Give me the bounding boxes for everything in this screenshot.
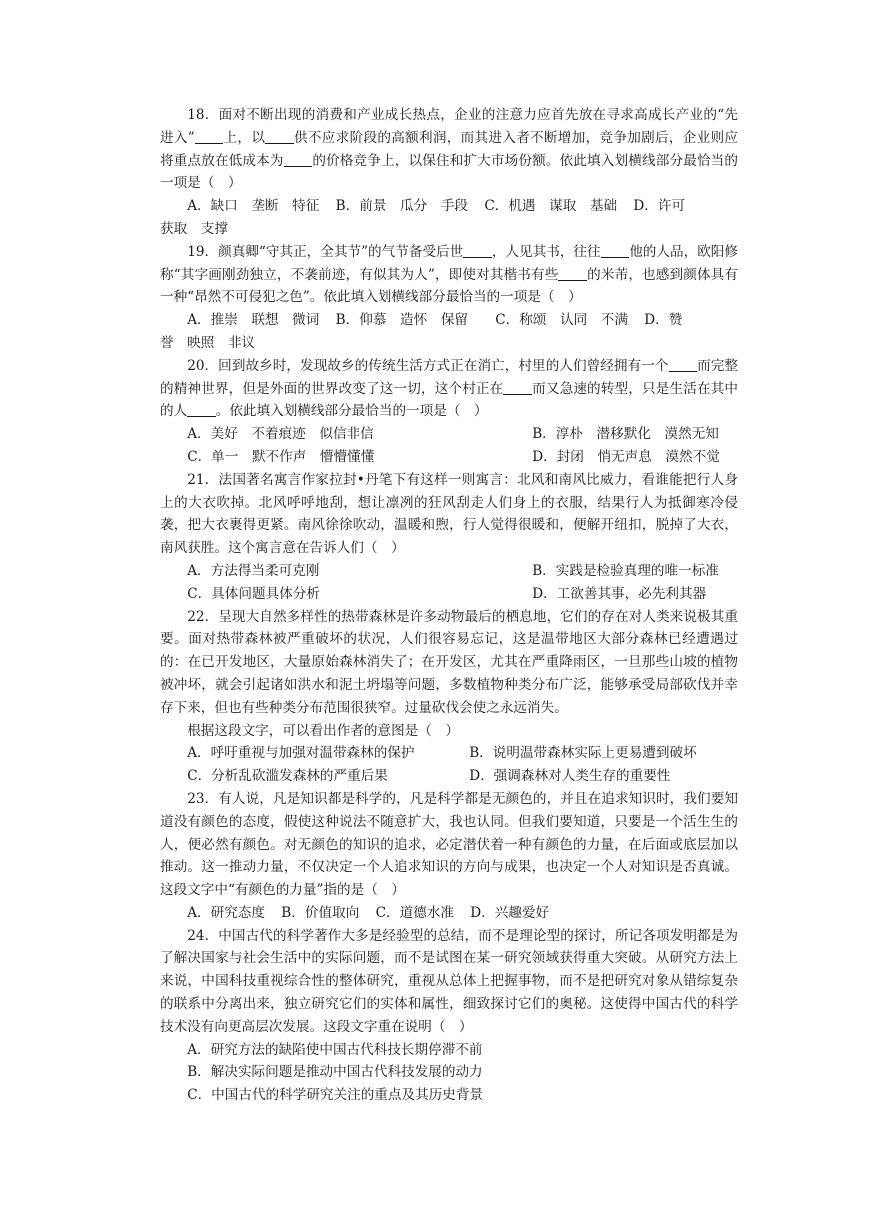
question-22-prompt: 根据这段文字，可以看出作者的意图是（ ） <box>187 722 460 739</box>
option-b: B．前景 瓜分 手段 <box>335 198 469 215</box>
question-21-options-row-2 <box>160 583 738 606</box>
option-b: B．说明温带森林实际上更易遭到破坏 <box>469 745 697 762</box>
option-c: C．机遇 谋取 基础 <box>484 198 618 215</box>
option-c: C．中国古代的科学研究关注的重点及其历史背景 <box>187 1087 484 1104</box>
option-b: B．仰慕 造怀 保留 <box>335 312 469 329</box>
option-a: A．呼吁重视与加强对温带森林的保护 <box>187 745 415 762</box>
option-c: C．具体问题具体分析 <box>187 585 320 602</box>
question-24-stem: 24．中国古代的科学著作大多是经验型的总结，而不是理论型的探讨，所记各项发明都是为了解决国家与社会生活中的实际问题，而不是试图在某一研究领域获得重大突破。从研究方法上来说，中国科技重视综合性的整体研究，重视从总体上把握事物，而不是把研究对象从错综复杂的联系中分离出来，独立研究它们的实体和属性，细致探讨它们的奥秘。这使得中国古代的科学技术没有向更高层次发展。这段文字重在说明（ ） <box>160 927 738 1035</box>
question-20-stem: 20．回到故乡时，发现故乡的传统生活方式正在消亡，村里的人们曾经拥有一个 而完整的精神世界，但是外面的世界改变了这一切，这个村正在 而又急速的转型，只是生活在其中的人 。依此填入划横线部分最恰当的一项是（ ） <box>160 357 739 420</box>
answer-blank <box>284 152 313 167</box>
question-18-options <box>160 195 738 218</box>
question-22-options-row-1 <box>160 742 738 765</box>
option-c: C．道德水准 <box>375 904 454 921</box>
question-22-options-row-2 <box>160 765 738 788</box>
option-d: D．许可 <box>633 198 686 215</box>
option-b: B．淳朴 潜移默化 漠然无知 <box>532 426 719 443</box>
option-a: A．缺口 垄断 特征 <box>187 198 320 215</box>
answer-blank <box>669 357 698 372</box>
question-20-options-row-2 <box>160 446 738 469</box>
question-23-options <box>160 902 738 925</box>
option-d-continued: 誉 映照 非议 <box>160 334 256 351</box>
option-d-continued: 获取 支撑 <box>160 220 228 237</box>
question-19-options <box>160 309 738 332</box>
option-d: D．兴趣爱好 <box>470 904 550 921</box>
answer-blank <box>601 243 630 258</box>
option-b: B．实践是检验真理的唯一标准 <box>532 562 719 579</box>
option-a: A．美好 不着痕迹 似信非信 <box>187 426 374 443</box>
option-d: D．封闭 悄无声息 漠然不觉 <box>532 448 720 465</box>
option-b: B．解决实际问题是推动中国古代科技发展的动力 <box>187 1064 483 1081</box>
option-a: A．方法得当柔可克刚 <box>187 562 320 579</box>
question-18-stem: 18．面对不断出现的消费和产业成长热点，企业的注意力应首先放在寻求高成长产业的“先进入” 上，以 供不应求阶段的高额利润，而其进入者不断增加，竞争加剧后，企业则应将重点放在低成本为 的价格竞争上，以保住和扩大市场份额。依此填入划横线部分最恰当的一项是（ ） <box>160 107 739 192</box>
option-a: A．研究态度 <box>187 904 265 921</box>
option-c: C．分析乱砍滥发森林的严重后果 <box>187 768 388 785</box>
option-c: C．称颂 认同 不满 <box>495 312 628 329</box>
option-d: D．赞 <box>644 312 683 329</box>
answer-blank <box>187 403 216 418</box>
answer-blank <box>265 129 294 144</box>
answer-blank <box>195 129 224 144</box>
option-a: A．推崇 联想 微词 <box>187 312 320 329</box>
question-19-stem: 19．颜真卿“守其正，全其节”的气节备受后世 ，人见其书，往往 他的人品，欧阳修称“其字画刚劲独立，不袭前迹，有似其为人”，即使对其楷书有些 的米芾，也感到颜体具有一种“昂然不可侵犯之色”。依此填入划横线部分最恰当的一项是（ ） <box>160 243 739 306</box>
option-b: B．价值取向 <box>281 904 360 921</box>
option-a: A．研究方法的缺陷使中国古代科技长期停滞不前 <box>187 1041 483 1058</box>
option-c: C．单一 默不作声 懵懵懂懂 <box>187 448 375 465</box>
question-23-stem: 23．有人说，凡是知识都是科学的，凡是科学都是无颜色的，并且在追求知识时，我们要知道没有颜色的态度，假使这种说法不随意扩大，我也认同。但我们要知道，只要是一个活生生的人，便必然有颜色。对无颜色的知识的追求，必定潜伏着一种有颜色的力量，在后面或底层加以推动。这一推动力量，不仅决定一个人追求知识的方向与成果，也决定一个人对知识是否真诚。这段文字中“有颜色的力量”指的是（ ） <box>160 790 738 899</box>
answer-blank <box>558 266 587 281</box>
question-21-options-row-1 <box>160 560 738 583</box>
option-d: D．工欲善其事，必先利其器 <box>532 585 707 602</box>
option-d: D．强调森林对人类生存的重要性 <box>469 768 671 785</box>
question-20-options-row-1 <box>160 423 738 446</box>
answer-blank <box>463 243 492 258</box>
exam-page <box>160 104 738 1107</box>
question-21-stem: 21．法国著名寓言作家拉封•丹笔下有这样一则寓言：北风和南风比威力，看谁能把行人身上的大衣吹掉。北风呼呼地刮，想让凛冽的狂风刮走人们身上的衣服，结果行人为抵御寒冷侵袭，把大衣裹得更紧。南风徐徐吹动，温暖和煦，行人觉得很暖和，便解开纽扣，脱掉了大衣，南风获胜。这个寓言意在告诉人们（ ） <box>160 471 738 557</box>
answer-blank <box>503 380 532 395</box>
question-22-stem: 22．呈现大自然多样性的热带森林是许多动物最后的栖息地，它们的存在对人类来说极其重要。面对热带森林被严重破坏的状况，人们很容易忘记，这是温带地区大部分森林已经遭遇过的：在已开发地区，大量原始森林消失了；在开发区，尤其在严重降雨区，一旦那些山坡的植物被冲坏，就会引起诸如洪水和泥土坍塌等问题，多数植物种类分布广泛，能够承受局部砍伐并幸存下来，但也有些种类分布范围很狭窄。过量砍伐会使之永远消失。 <box>160 608 738 716</box>
